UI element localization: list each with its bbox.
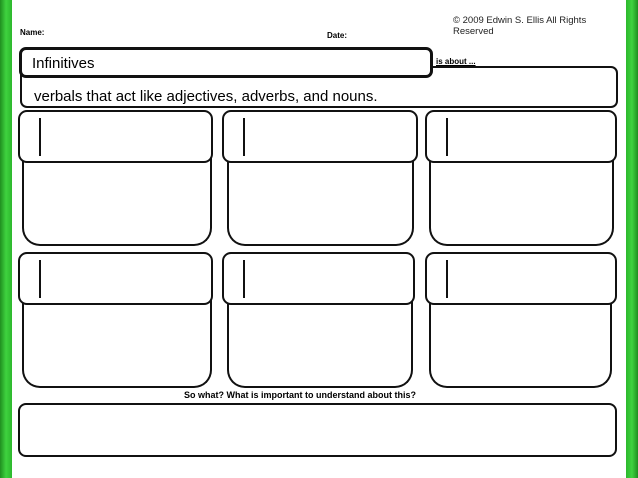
so-what-prompt: So what? What is important to understand about this?: [184, 390, 416, 400]
heading-divider: [39, 118, 41, 156]
detail-body-6[interactable]: [429, 300, 612, 388]
date-label: Date:: [327, 31, 348, 40]
detail-heading-3[interactable]: [425, 110, 617, 163]
heading-divider: [446, 118, 448, 156]
detail-body-5[interactable]: [227, 300, 413, 388]
definition-text: verbals that act like adjectives, adverbs, and nouns.: [34, 88, 378, 105]
detail-heading-1[interactable]: [18, 110, 213, 163]
detail-heading-5[interactable]: [222, 252, 415, 305]
detail-heading-4[interactable]: [18, 252, 213, 305]
heading-divider: [243, 260, 245, 298]
heading-divider: [243, 118, 245, 156]
detail-heading-2[interactable]: [222, 110, 418, 163]
detail-body-4[interactable]: [22, 300, 212, 388]
detail-heading-6[interactable]: [425, 252, 617, 305]
heading-divider: [39, 260, 41, 298]
detail-body-3[interactable]: [429, 158, 614, 246]
detail-body-1[interactable]: [22, 158, 212, 246]
heading-divider: [446, 260, 448, 298]
topic-text: Infinitives: [32, 55, 95, 72]
is-about-label: is about ...: [436, 57, 476, 66]
detail-body-2[interactable]: [227, 158, 414, 246]
so-what-box[interactable]: [18, 403, 617, 457]
graphic-organizer-sheet: [12, 0, 626, 478]
name-label: Name:: [20, 28, 45, 37]
copyright-notice: © 2009 Edwin S. Ellis All Rights Reserved: [453, 15, 587, 37]
topic-box[interactable]: [19, 47, 433, 78]
